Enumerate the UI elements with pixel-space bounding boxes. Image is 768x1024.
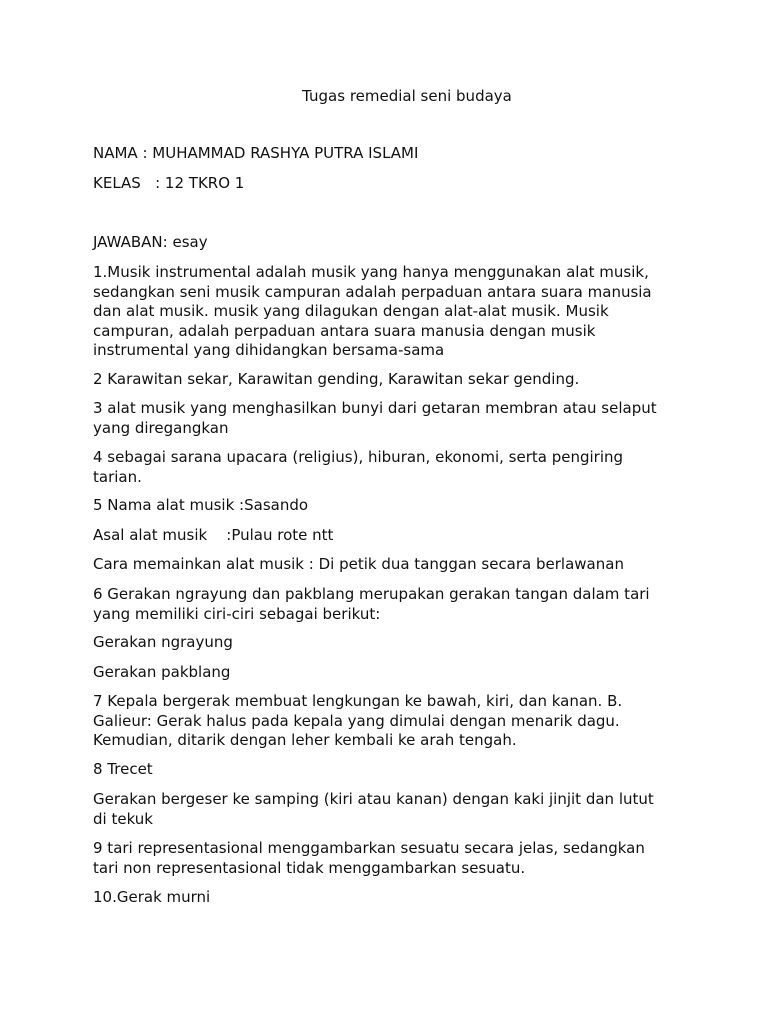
document-title: Tugas remedial seni budaya <box>302 87 512 105</box>
answer-8: 8 Trecet <box>93 760 153 778</box>
answer-5-instrument: 5 Nama alat musik :Sasando <box>93 496 309 514</box>
answer-6: 6 Gerakan ngrayung dan pakblang merupakan gerakan tangan dalam tari yang memiliki ciri-ciri sebagai berikut: <box>93 585 650 623</box>
answer-heading: JAWABAN: esay <box>93 233 208 251</box>
answer-6-pakblang: Gerakan pakblang <box>93 663 231 681</box>
answer-2: 2 Karawitan sekar, Karawitan gending, Karawitan sekar gending. <box>93 370 580 388</box>
answer-5-origin: Asal alat musik :Pulau rote ntt <box>93 526 334 544</box>
answer-7: 7 Kepala bergerak membuat lengkungan ke bawah, kiri, dan kanan. B. Galieur: Gerak halus pada kepala yang dimulai dengan menarik dagu. Kemudian, ditarik dengan leher kembali ke arah tengah. <box>93 692 623 749</box>
student-name: NAMA : MUHAMMAD RASHYA PUTRA ISLAMI <box>93 144 419 162</box>
answer-6-ngrayung: Gerakan ngrayung <box>93 633 233 651</box>
student-class: KELAS : 12 TKRO 1 <box>93 174 245 192</box>
answer-9: 9 tari representasional menggambarkan sesuatu secara jelas, sedangkan tari non representasional tidak menggambarkan sesuatu. <box>93 839 645 877</box>
answer-5-method: Cara memainkan alat musik : Di petik dua tanggan secara berlawanan <box>93 555 624 573</box>
answer-4: 4 sebagai sarana upacara (religius), hiburan, ekonomi, serta pengiring tarian. <box>93 448 624 486</box>
answer-1: 1.Musik instrumental adalah musik yang hanya menggunakan alat musik, sedangkan seni musik campuran adalah perpaduan antara suara manusia dan alat musik. musik yang dilagukan dengan alat-alat musik. Musik campuran, adalah perpaduan antara suara manusia dengan musik instrumental yang dihidangkan bersama-sama <box>93 263 652 359</box>
answer-3: 3 alat musik yang menghasilkan bunyi dari getaran membran atau selaput yang diregangkan <box>93 399 657 437</box>
answer-8-description: Gerakan bergeser ke samping (kiri atau kanan) dengan kaki jinjit dan lutut di tekuk <box>93 790 654 828</box>
answer-10: 10.Gerak murni <box>93 888 211 906</box>
